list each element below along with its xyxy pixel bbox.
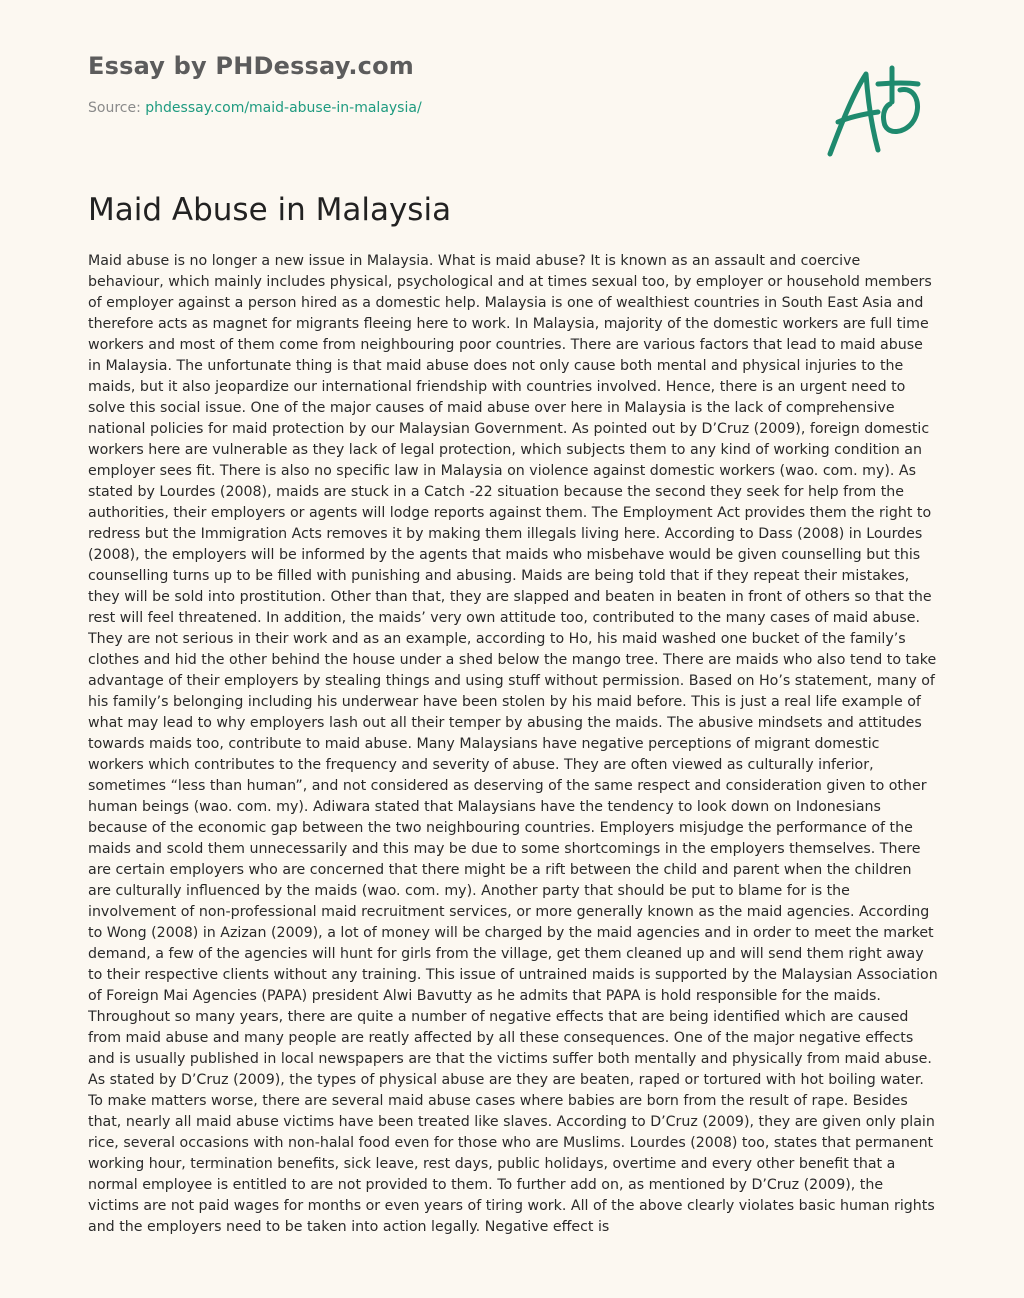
brand-title: Essay by PHDessay.com <box>88 52 414 80</box>
article-body: Maid abuse is no longer a new issue in Malaysia. What is maid abuse? It is known as an assault and coercive behaviour, which mainly includes physical, psychological and at times sexual too, by employer or household members of employer against a person hired as a domestic help. Malaysia is one of wealthiest countries in South East Asia and therefore acts as magnet for migrants fleeing here to work. In Malaysia, majority of the domestic workers are full time workers and most of them come from neighbouring poor countries. There are various factors that lead to maid abuse in Malaysia. The unfortunate thing is that maid abuse does not only cause both mental and physical injuries to the maids, but it also jeopardize our international friendship with countries involved. Hence, there is an urgent need to solve this social issue. One of the major causes of maid abuse over here in Malaysia is the lack of comprehensive national policies for maid protection by our Malaysian Government. As pointed out by D’Cruz (2009), foreign domestic workers here are vulnerable as they lack of legal protection, which subjects them to any kind of working condition an employer sees fit. There is also no specific law in Malaysia on violence against domestic workers (wao. com. my). As stated by Lourdes (2008), maids are stuck in a Catch -22 situation because the second they seek for help from the authorities, their employers or agents will lodge reports against them. The Employment Act provides them the right to redress but the Immigration Acts removes it by making them illegals living here. According to Dass (2008) in Lourdes (2008), the employers will be informed by the agents that maids who misbehave would be given counselling but this counselling turns up to be filled with punishing and abusing. Maids are being told that if they repeat their mistakes, they will be sold into prostitution. Other than that, they are slapped and beaten in beaten in front of others so that the rest will feel threatened. In addition, the maids’ very own attitude too, contributed to the many cases of maid abuse. They are not serious in their work and as an example, according to Ho, his maid washed one bucket of the family’s clothes and hid the other behind the house under a shed below the mango tree. There are maids who also tend to take advantage of their employers by stealing things and using stuff without permission. Based on Ho’s statement, many of his family’s belonging including his underwear have been stolen by his maid before. This is just a real life example of what may lead to why employers lash out all their temper by abusing the maids. The abusive mindsets and attitudes towards maids too, contribute to maid abuse. Many Malaysians have negative perceptions of migrant domestic workers which contributes to the frequency and severity of abuse. They are often viewed as culturally inferior, sometimes “less than human”, and not considered as deserving of the same respect and consideration given to other human beings (wao. com. my). Adiwara stated that Malaysians have the tendency to look down on Indonesians because of the economic gap between the two neighbouring countries. Employers misjudge the performance of the maids and scold them unnecessarily and this may be due to some shortcomings in the employers themselves. There are certain employers who are concerned that there might be a rift between the child and parent when the children are culturally influenced by the maids (wao. com. my). Another party that should be put to blame for is the involvement of non-professional maid recruitment services, or more generally known as the maid agencies. According to Wong (2008) in Azizan (2009), a lot of money will be charged by the maid agencies and in order to meet the market demand, a few of the agencies will hunt for girls from the village, get them cleaned up and will send them right away to their respective clients without any training. This issue of untrained maids is supported by the Malaysian Association of Foreign Mai Agencies (PAPA) president Alwi Bavutty as he admits that PAPA is hold responsible for the maids. Throughout so many years, there are quite a number of negative effects that are being identified which are caused from maid abuse and many people are reatly affected by all these consequences. One of the major negative effects and is usually published in local newspapers are that the victims suffer both mentally and physically from maid abuse. As stated by D’Cruz (2009), the types of physical abuse are they are beaten, raped or tortured with hot boiling water. To make matters worse, there are several maid abuse cases where babies are born from the result of rape. Besides that, nearly all maid abuse victims have been treated like slaves. According to D’Cruz (2009), they are given only plain rice, several occasions with non-halal food even for those who are Muslims. Lourdes (2008) too, states that permanent working hour, termination benefits, sick leave, rest days, public holidays, overtime and every other benefit that a normal employee is entitled to are not provided to them. To further add on, as mentioned by D’Cruz (2009), the victims are not paid wages for months or even years of tiring work. All of the above clearly violates basic human rights and the employers need to be taken into action legally. Negative effect is <box>88 253 938 1235</box>
source-link[interactable]: phdessay.com/maid-abuse-in-malaysia/ <box>145 100 422 116</box>
a-plus-grade-icon <box>820 62 932 162</box>
page-header <box>88 50 728 118</box>
article-title: Maid Abuse in Malaysia <box>88 192 452 228</box>
source-line <box>88 98 728 118</box>
source-label: Source: <box>88 100 146 116</box>
